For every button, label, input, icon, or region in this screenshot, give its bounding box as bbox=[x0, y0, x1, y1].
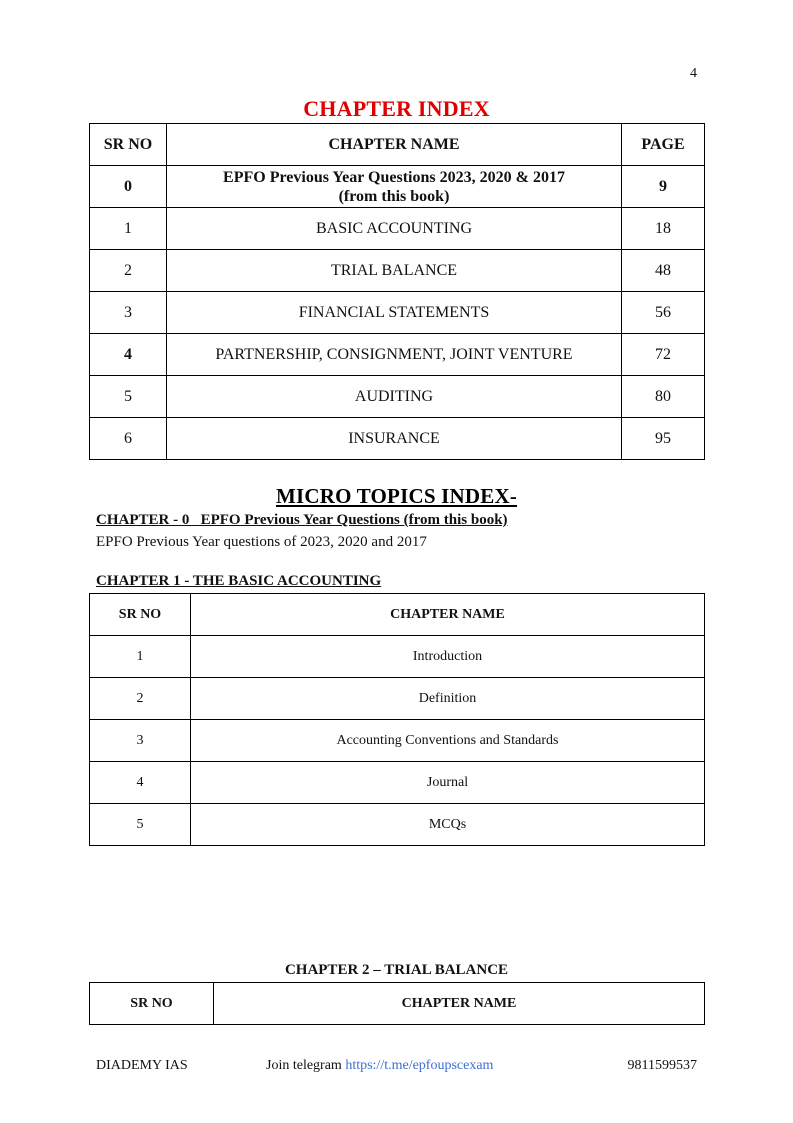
chapter0-description: EPFO Previous Year questions of 2023, 2020 and 2017 bbox=[96, 534, 427, 550]
sr-cell: 1 bbox=[90, 636, 191, 678]
chapter-index-table bbox=[89, 123, 705, 460]
table-row bbox=[90, 166, 705, 208]
sr-cell: 2 bbox=[90, 250, 167, 292]
sr-cell: 5 bbox=[90, 376, 167, 418]
chapter-name-cell bbox=[167, 166, 622, 208]
chapter1-topics-table bbox=[89, 593, 705, 846]
table-row bbox=[90, 804, 705, 846]
chapter-name-cell: AUDITING bbox=[167, 376, 622, 418]
header-sr-no: SR NO bbox=[90, 594, 191, 636]
chapter-name-cell: INSURANCE bbox=[167, 418, 622, 460]
chapter1-heading: CHAPTER 1 - THE BASIC ACCOUNTING bbox=[96, 573, 382, 589]
table-row bbox=[90, 376, 705, 418]
header-sr-no: SR NO bbox=[90, 124, 167, 166]
chapter-index-title: CHAPTER INDEX bbox=[303, 96, 490, 121]
table-row bbox=[90, 334, 705, 376]
chapter-name-line1: EPFO Previous Year Questions 2023, 2020 & 2017 bbox=[223, 168, 565, 186]
table-row bbox=[90, 762, 705, 804]
chapter-name-cell: BASIC ACCOUNTING bbox=[167, 208, 622, 250]
sr-cell: 3 bbox=[90, 720, 191, 762]
topic-cell: Journal bbox=[191, 762, 705, 804]
header-chapter-name: CHAPTER NAME bbox=[167, 124, 622, 166]
page-cell: 56 bbox=[622, 292, 705, 334]
table-row bbox=[90, 292, 705, 334]
footer-phone: 9811599537 bbox=[627, 1058, 697, 1073]
micro-topics-title: MICRO TOPICS INDEX- bbox=[275, 484, 518, 508]
sr-cell: 4 bbox=[90, 334, 167, 376]
page-cell: 80 bbox=[622, 376, 705, 418]
topic-cell: Accounting Conventions and Standards bbox=[191, 720, 705, 762]
footer-telegram bbox=[266, 1058, 493, 1074]
page-cell: 95 bbox=[622, 418, 705, 460]
chapter-name-cell: FINANCIAL STATEMENTS bbox=[167, 292, 622, 334]
chapter2-heading: CHAPTER 2 – TRIAL BALANCE bbox=[284, 962, 509, 978]
topic-cell: Introduction bbox=[191, 636, 705, 678]
table-row bbox=[90, 208, 705, 250]
header-page: PAGE bbox=[622, 124, 705, 166]
sr-cell: 0 bbox=[90, 166, 167, 208]
page-cell: 9 bbox=[622, 166, 705, 208]
sr-cell: 1 bbox=[90, 208, 167, 250]
chapter-name-cell: TRIAL BALANCE bbox=[167, 250, 622, 292]
chapter0-heading: CHAPTER - 0 EPFO Previous Year Questions (from this book) bbox=[96, 512, 508, 528]
telegram-link[interactable]: https://t.me/epfoupscexam bbox=[345, 1058, 494, 1073]
footer-org-name: DIADEMY IAS bbox=[96, 1058, 188, 1073]
table-row bbox=[90, 636, 705, 678]
telegram-label: Join telegram bbox=[266, 1058, 346, 1073]
sr-cell: 3 bbox=[90, 292, 167, 334]
page-number: 4 bbox=[690, 66, 697, 81]
header-chapter-name: CHAPTER NAME bbox=[191, 594, 705, 636]
chapter-name-cell: PARTNERSHIP, CONSIGNMENT, JOINT VENTURE bbox=[167, 334, 622, 376]
topic-cell: Definition bbox=[191, 678, 705, 720]
sr-cell: 2 bbox=[90, 678, 191, 720]
sr-cell: 4 bbox=[90, 762, 191, 804]
table-header-row bbox=[90, 983, 705, 1025]
chapter2-topics-table bbox=[89, 982, 705, 1025]
page-cell: 18 bbox=[622, 208, 705, 250]
page-cell: 48 bbox=[622, 250, 705, 292]
table-row bbox=[90, 250, 705, 292]
header-chapter-name: CHAPTER NAME bbox=[214, 983, 705, 1025]
topic-cell: MCQs bbox=[191, 804, 705, 846]
chapter-name-line2: (from this book) bbox=[338, 187, 450, 205]
sr-cell: 5 bbox=[90, 804, 191, 846]
table-row bbox=[90, 678, 705, 720]
table-row bbox=[90, 720, 705, 762]
table-header-row bbox=[90, 594, 705, 636]
table-row bbox=[90, 418, 705, 460]
page-cell: 72 bbox=[622, 334, 705, 376]
sr-cell: 6 bbox=[90, 418, 167, 460]
header-sr-no: SR NO bbox=[90, 983, 214, 1025]
table-header-row bbox=[90, 124, 705, 166]
